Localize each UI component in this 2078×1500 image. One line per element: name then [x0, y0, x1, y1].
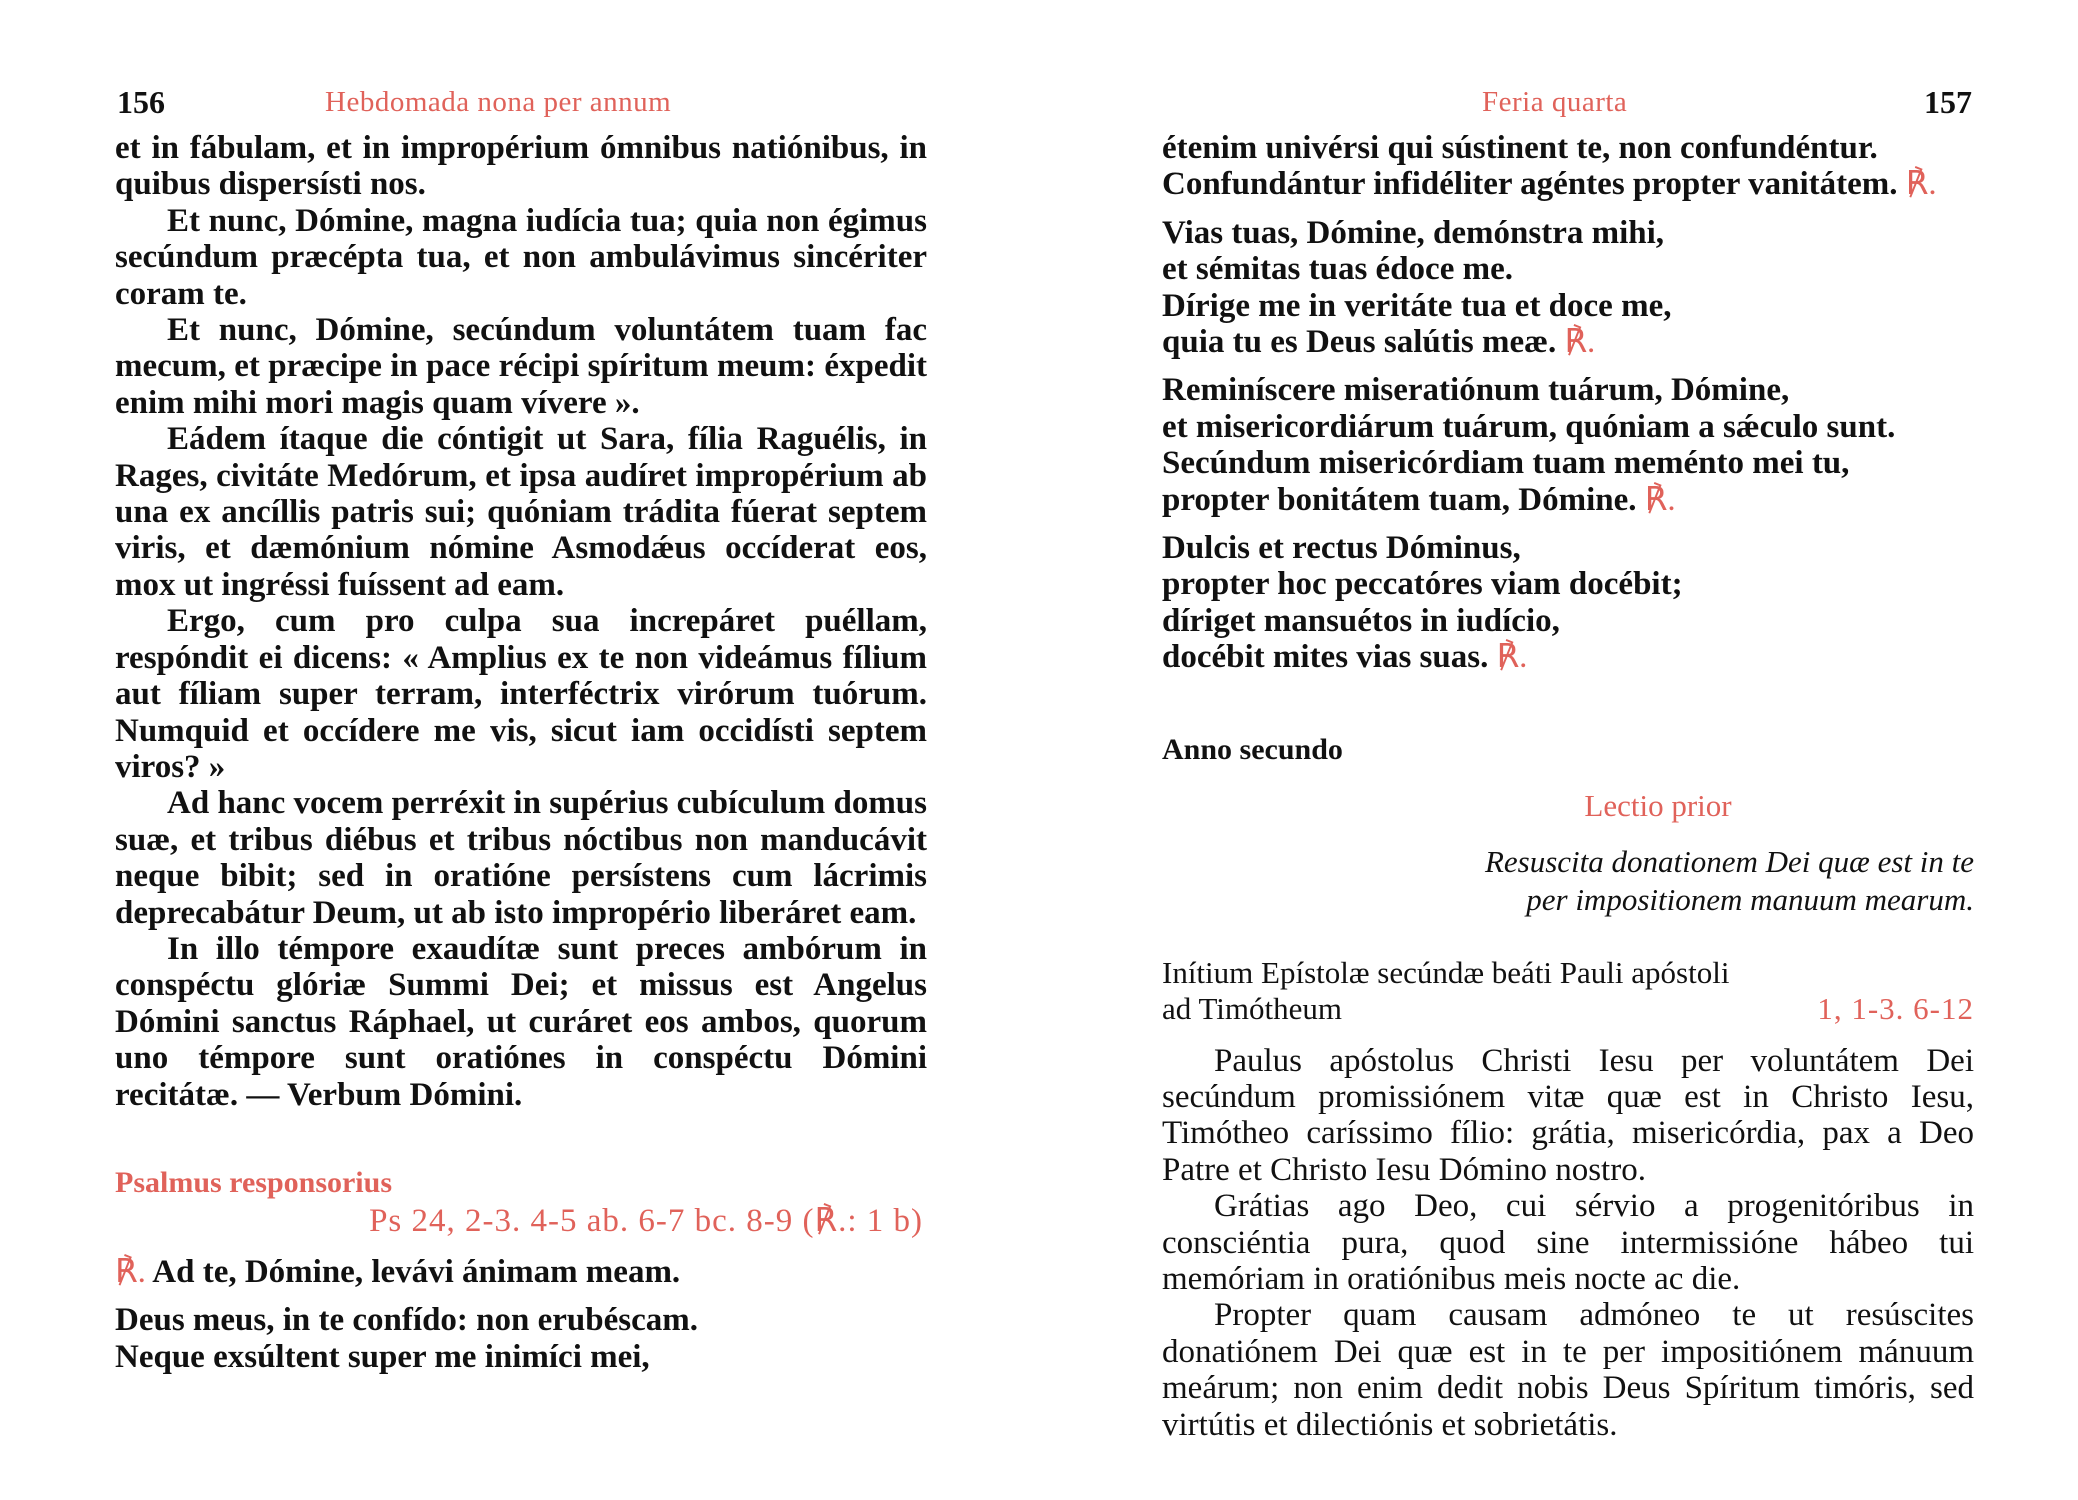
left-page	[115, 70, 927, 1460]
reading-motto	[1162, 843, 1974, 919]
verse-text: quia tu es Deus salútis meæ.	[1162, 324, 1557, 361]
paragraph: Ergo, cum pro culpa sua increpáret puéllam, respóndit ei dicens: « Amplius ex te non videámus fílium aut fíliam super terram, interféctrix virórum tuórum. Numquid et occídere me vis, sicut iam occidísti septem viros? »	[115, 603, 927, 785]
verse-line: propter hoc peccatóres viam docébit;	[1162, 566, 1683, 603]
page-number: 156	[117, 84, 165, 120]
response-text: Ad te, Dómine, levávi ánimam meam.	[152, 1253, 681, 1290]
verse-line: díriget mansuétos in iudício,	[1162, 602, 1560, 639]
verse-line	[1162, 482, 1974, 518]
paragraph: Propter quam causam admóneo te ut resúscites donatiónem Dei quæ est in te per impositiónem mánuum meárum; non enim dedit nobis Deus Spíritum timóris, sed virtútis et dilectiónis et sobrietátis.	[1162, 1297, 1974, 1443]
verse-line: Dírige me in veritáte tua et doce me,	[1162, 287, 1672, 324]
verse-line	[1162, 166, 1974, 202]
page-header	[115, 70, 927, 130]
psalm-stanza	[1162, 372, 1974, 518]
scripture-reference: 1, 1-3. 6-12	[1817, 990, 1974, 1026]
incipit-line: ad Timótheum	[1162, 990, 1343, 1026]
verse-line: Reminíscere miseratiónum tuárum, Dómine,	[1162, 372, 1790, 409]
paragraph: et in fábulam, et in impropérium ómnibus natiónibus, in quibus dispersísti nos.	[115, 130, 927, 203]
psalm-stanza	[1162, 215, 1974, 361]
paragraph: Grátias ago Deo, cui sérvio a progenitóribus in consciéntia pura, quod sine intermissióne hábeo tui memóriam in oratiónibus meis nocte ac die.	[1162, 1188, 1974, 1297]
paragraph: Ad hanc vocem perréxit in supérius cubículum domus suæ, et tribus diébus et tribus nóctibus non manducávit neque bibit; sed in oratióne persístens cum lácrimis deprecabátur Deum, ut ab isto impropério liberáret eam.	[115, 785, 927, 931]
motto-line: per impositionem manuum mearum.	[1526, 881, 1974, 917]
verse-text: docébit mites vias suas.	[1162, 639, 1489, 676]
lectio-heading: Lectio prior	[1584, 788, 1732, 824]
reading-text	[115, 130, 927, 1375]
motto-line: Resuscita donationem Dei quæ est in te	[1484, 843, 1974, 879]
running-title: Feria quarta	[1482, 86, 1628, 118]
paragraph: Et nunc, Dómine, secúndum voluntátem tuam fac mecum, et præcipe in pace récipi spíritum meum: éxpedit enim mihi mori magis quam vívere ».	[115, 312, 927, 421]
response-line	[115, 1254, 927, 1290]
verse-line: Secúndum misericórdiam tuam meménto mei tu,	[1162, 445, 1850, 482]
incipit-line: Inítium Epístolæ secúndæ beáti Pauli apóstoli	[1162, 954, 1730, 990]
response-symbol: ℟.	[115, 1253, 146, 1290]
verse-text: Confundántur infidéliter agéntes propter vanitátem.	[1162, 166, 1898, 203]
verse-line: étenim univérsi qui sústinent te, non confundéntur.	[1162, 130, 1878, 166]
psalm-stanza	[1162, 130, 1974, 203]
verse-line: Deus meus, in te confído: non erubéscam.	[115, 1302, 698, 1339]
paragraph: Paulus apóstolus Christi Iesu per voluntátem Dei secúndum promissiónem vitæ quæ est in Christo Iesu, Timótheo caríssimo fílio: grátia, misericórdia, pax a Deo Patre et Christo Iesu Dómino nostro.	[1162, 1042, 1974, 1188]
reading-incipit	[1162, 955, 1974, 1027]
paragraph: Et nunc, Dómine, magna iudícia tua; quia non égimus secúndum præcépta tua, et non ambulávimus sincériter coram te.	[115, 202, 927, 312]
page-header	[1162, 70, 1974, 130]
verse-line: et misericordiárum tuárum, quóniam a sǽculo sunt.	[1162, 408, 1896, 445]
verse-line	[1162, 324, 1974, 360]
right-page	[1162, 70, 1974, 1460]
response-symbol: ℟.	[1644, 481, 1676, 518]
incipit-row	[1162, 991, 1974, 1027]
epistle-text	[1162, 1043, 1974, 1443]
psalm-text	[1162, 130, 1974, 1443]
verse-line: Vias tuas, Dómine, demónstra mihi,	[1162, 214, 1665, 251]
paragraph: In illo témpore exaudítæ sunt preces ambórum in conspéctu glóriæ Summi Dei; et missus est Angelus Dómini sanctus Ráphael, ut curáret eos ambos, quorum uno témpore sunt oratiónes in conspéctu Dómini recitátæ. — Verbum Dómini.	[115, 930, 927, 1113]
psalm-reference: Ps 24, 2-3. 4-5 ab. 6-7 bc. 8-9 (℟.: 1 b)	[369, 1203, 923, 1240]
response-symbol: ℟.	[1564, 324, 1596, 361]
psalm-heading: Psalmus responsorius	[115, 1165, 393, 1199]
verse-line: Neque exsúltent super me inimíci mei,	[115, 1338, 650, 1375]
psalm-stanza	[1162, 530, 1974, 676]
running-title: Hebdomada nona per annum	[325, 86, 672, 118]
page-number: 157	[1924, 84, 1972, 120]
verse-line: Dulcis et rectus Dóminus,	[1162, 530, 1521, 567]
verse-text: propter bonitátem tuam, Dómine.	[1162, 481, 1637, 518]
verse-line	[1162, 639, 1974, 675]
response-symbol: ℟.	[1905, 166, 1937, 203]
section-heading: Anno secundo	[1162, 732, 1343, 766]
verse-line: et sémitas tuas édoce me.	[1162, 251, 1513, 288]
paragraph: Eádem ítaque die cóntigit ut Sara, fília Raguélis, in Rages, civitáte Medórum, et ipsa audíret impropérium ab una ex ancíllis patris sui; quóniam trádita fúerat septem viris, et dæmónium nómine Asmodǽus occíderat eos, mox ut ingréssi fuíssent ad eam.	[115, 421, 927, 603]
response-symbol: ℟.	[1496, 639, 1528, 676]
psalm-stanza	[115, 1302, 927, 1375]
